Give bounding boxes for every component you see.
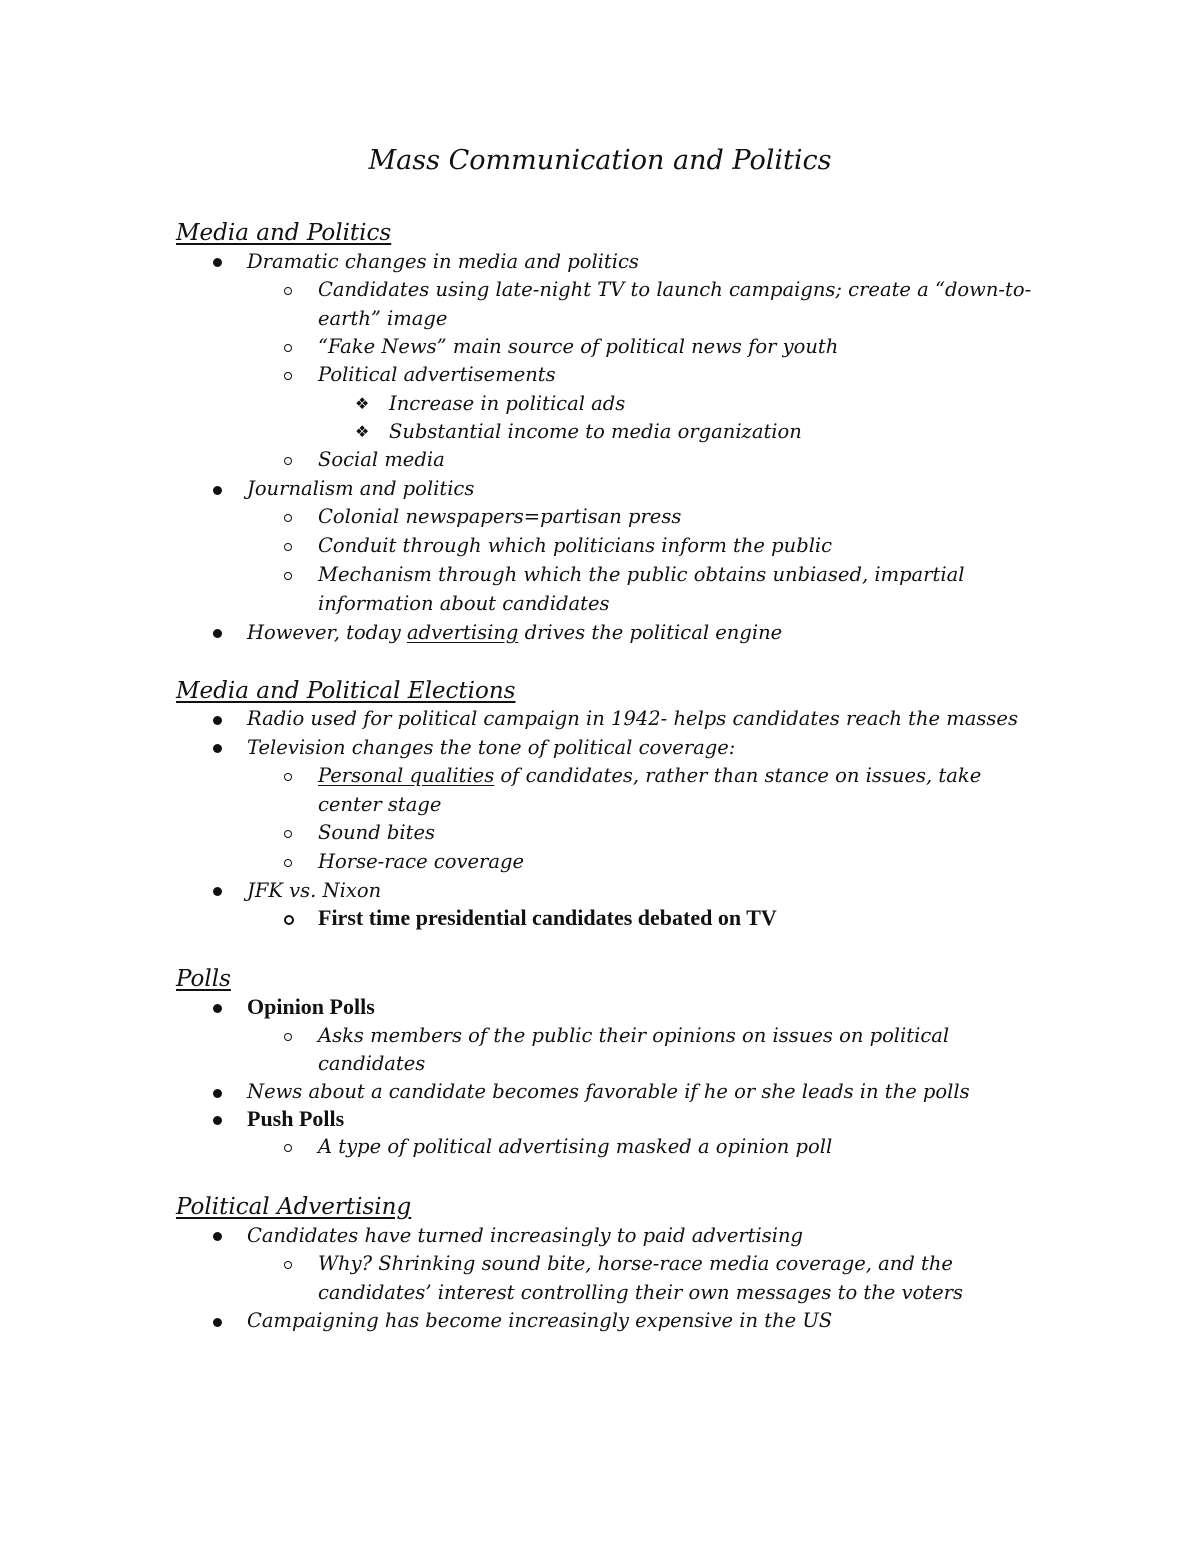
list-item-bold: First time presidential candidates debated on TV xyxy=(318,905,777,930)
bullet-icon xyxy=(284,457,292,465)
list-item: Horse-race coverage xyxy=(318,850,524,873)
bullet-icon xyxy=(213,258,222,267)
list-item: Increase in political ads xyxy=(389,392,626,415)
list-item: Conduit through which politicians inform the public xyxy=(318,534,833,557)
text-segment: drives the political engine xyxy=(518,621,783,644)
list-item-continuation: center stage xyxy=(318,793,442,816)
list-item: Sound bites xyxy=(318,821,435,844)
bullet-icon xyxy=(284,859,292,867)
section-heading-polls: Polls xyxy=(176,966,231,992)
bullet-icon xyxy=(284,543,292,551)
list-item: Journalism and politics xyxy=(247,477,475,500)
page-title: Mass Communication and Politics xyxy=(368,145,832,176)
bullet-icon xyxy=(213,887,222,896)
bullet-icon xyxy=(284,287,292,295)
list-item: Mechanism through which the public obtains unbiased, impartial xyxy=(318,563,965,586)
list-item-bold: Opinion Polls xyxy=(247,994,375,1019)
list-item-continuation: earth” image xyxy=(318,307,448,330)
list-item: Asks members of the public their opinions on issues on political xyxy=(318,1024,950,1047)
bullet-icon xyxy=(284,1261,292,1269)
list-item: Radio used for political campaign in 1942- helps candidates reach the masses xyxy=(247,707,1018,730)
list-item: Dramatic changes in media and politics xyxy=(247,250,639,273)
underlined-text-personal-qualities: Personal qualities xyxy=(318,764,495,787)
list-item: News about a candidate becomes favorable if he or she leads in the polls xyxy=(247,1080,970,1103)
diamond-bullet-icon: ❖ xyxy=(355,394,370,413)
bullet-icon xyxy=(213,744,222,753)
underlined-text-advertising: advertising xyxy=(407,621,519,644)
bullet-icon xyxy=(213,716,222,725)
list-item: “Fake News” main source of political news for youth xyxy=(318,335,839,358)
text-segment: of candidates, rather than stance on issues, take xyxy=(494,764,982,787)
text-segment: However, today xyxy=(247,621,408,644)
list-item: Colonial newspapers=partisan press xyxy=(318,505,682,528)
list-item: Television changes the tone of political coverage: xyxy=(247,736,736,759)
list-item: JFK vs. Nixon xyxy=(247,879,382,902)
list-item: Why? Shrinking sound bite, horse-race media coverage, and the xyxy=(318,1252,953,1275)
bullet-icon xyxy=(213,1004,222,1013)
bullet-icon xyxy=(284,773,292,781)
list-item: Campaigning has become increasingly expensive in the US xyxy=(247,1309,833,1332)
bullet-icon xyxy=(213,1089,222,1098)
section-heading-media-and-politics: Media and Politics xyxy=(176,220,392,246)
bullet-icon xyxy=(213,1232,222,1241)
bullet-icon xyxy=(284,514,292,522)
list-item-continuation: candidates’ interest controlling their own messages to the voters xyxy=(318,1281,964,1304)
bullet-icon xyxy=(284,344,292,352)
bullet-icon xyxy=(284,1033,292,1041)
bullet-icon xyxy=(213,1116,222,1125)
list-item-bold: Push Polls xyxy=(247,1106,345,1131)
section-heading-political-advertising: Political Advertising xyxy=(176,1194,412,1220)
bullet-icon xyxy=(284,372,292,380)
bullet-icon xyxy=(284,572,292,580)
list-item: Political advertisements xyxy=(318,363,556,386)
list-item-continuation: candidates xyxy=(318,1052,426,1075)
bullet-icon xyxy=(284,915,294,925)
list-item: A type of political advertising masked a opinion poll xyxy=(318,1135,833,1158)
list-item: Candidates have turned increasingly to paid advertising xyxy=(247,1224,804,1247)
bullet-icon xyxy=(284,1144,292,1152)
list-item xyxy=(247,619,782,647)
list-item xyxy=(318,762,981,790)
bullet-icon xyxy=(284,830,292,838)
list-item-continuation: information about candidates xyxy=(318,592,610,615)
diamond-bullet-icon: ❖ xyxy=(355,422,370,441)
list-item: Substantial income to media organization xyxy=(389,420,802,443)
list-item: Social media xyxy=(318,448,445,471)
bullet-icon xyxy=(213,1318,222,1327)
section-heading-media-and-political-elections: Media and Political Elections xyxy=(176,678,516,704)
bullet-icon xyxy=(213,629,222,638)
bullet-icon xyxy=(213,486,222,495)
list-item: Candidates using late-night TV to launch campaigns; create a “down-to- xyxy=(318,278,1032,301)
